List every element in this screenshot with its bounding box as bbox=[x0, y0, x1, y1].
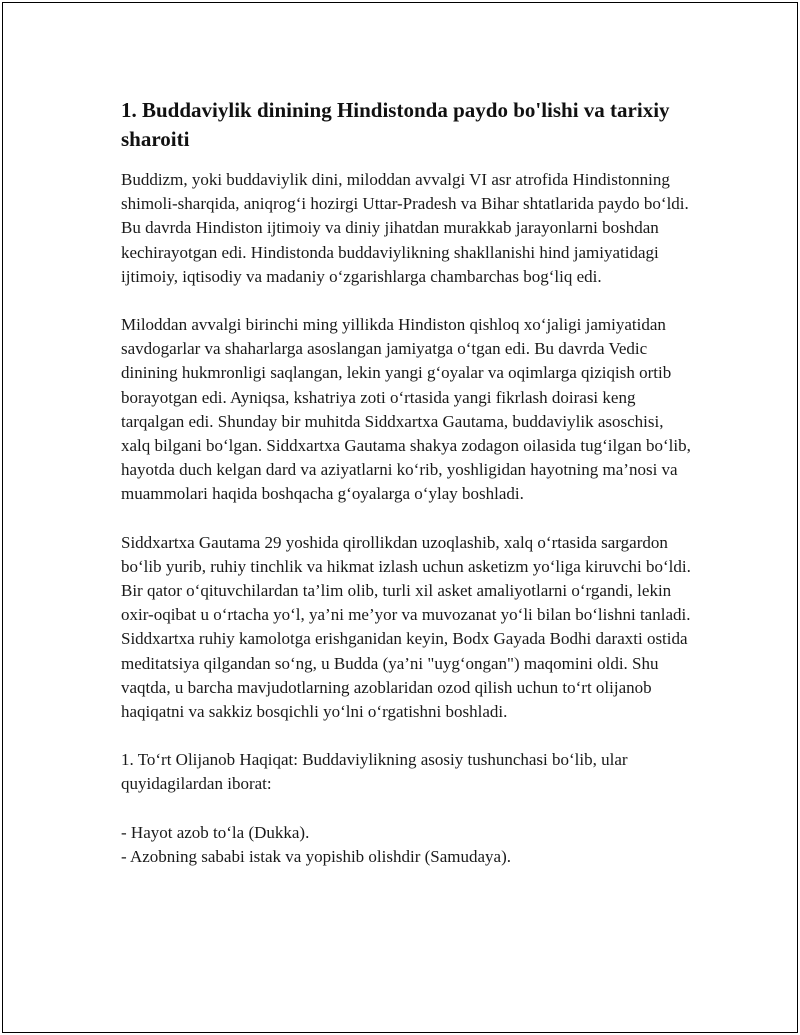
document-body bbox=[121, 96, 693, 869]
list-item: - Azobning sababi istak va yopishib olishdir (Samudaya). bbox=[121, 846, 511, 866]
paragraph-origin: Buddizm, yoki buddaviylik dini, miloddan avvalgi VI asr atrofida Hindistonning shimoli-sharqida, aniqrog‘i hozirgi Uttar-Pradesh va Bihar shtatlarida paydo bo‘ldi. Bu davrda Hindiston ijtimoiy va diniy jihatdan murakkab jarayonlarni boshdan kechirayotgan edi. Hindistonda buddaviylikning shakllanishi hind jamiyatidagi ijtimoiy, iqtisodiy va madaniy o‘zgarishlarga chambarchas bog‘liq edi. bbox=[121, 170, 689, 286]
paragraph-four-truths-intro: 1. To‘rt Olijanob Haqiqat: Buddaviylikning asosiy tushunchasi bo‘lib, ular quyidagilardan iborat: bbox=[121, 750, 628, 794]
list-item: - Hayot azob to‘la (Dukka). bbox=[121, 822, 310, 842]
paragraph-society: Miloddan avvalgi birinchi ming yillikda Hindiston qishloq xo‘jaligi jamiyatidan savdogarlar va shaharlarga asoslangan jamiyatga o‘tgan edi. Bu davrda Vedic dinining hukmronligi saqlangan, lekin yangi g‘oyalar va oqimlarga qiziqish ortib borayotgan edi. Ayniqsa, kshatriya zoti o‘rtasida yangi fikrlash doirasi keng tarqalgan edi. Shunday bir muhitda Siddxartxa Gautama, buddaviylik asoschisi, xalq bilgani bo‘lgan. Siddxartxa Gautama shakya zodagon oilasida tug‘ilgan bo‘lib, hayotda duch kelgan dard va aziyatlarni ko‘rib, yoshligidan hayotning ma’nosi va muammolari haqida boshqacha g‘oyalarga o‘ylay boshladi. bbox=[121, 315, 691, 504]
paragraph-gautama: Siddxartxa Gautama 29 yoshida qirollikdan uzoqlashib, xalq o‘rtasida sargardon bo‘lib yurib, ruhiy tinchlik va hikmat izlash uchun asketizm yo‘liga kiruvchi bo‘ldi. Bir qator o‘qituvchilardan ta’lim olib, turli xil asket amaliyotlarni o‘rgandi, lekin oxir-oqibat u o‘rtacha yo‘l, ya’ni me’yor va muvozanat yo‘li bilan bo‘lishni tanladi. Siddxartxa ruhiy kamolotga erishganidan keyin, Bodx Gayada Bodhi daraxti ostida meditatsiya qilgandan so‘ng, u Budda (ya’ni "uyg‘ongan") maqomini oldi. Shu vaqtda, u barcha mavjudotlarning azoblaridan ozod qilish uchun to‘rt olijanob haqiqatni va sakkiz bosqichli yo‘lni o‘rgatishni boshladi. bbox=[121, 532, 691, 722]
section-heading: 1. Buddaviylik dinining Hindistonda paydo bo'lishi va tarixiy sharoiti bbox=[121, 98, 670, 151]
page-frame bbox=[2, 2, 798, 1033]
